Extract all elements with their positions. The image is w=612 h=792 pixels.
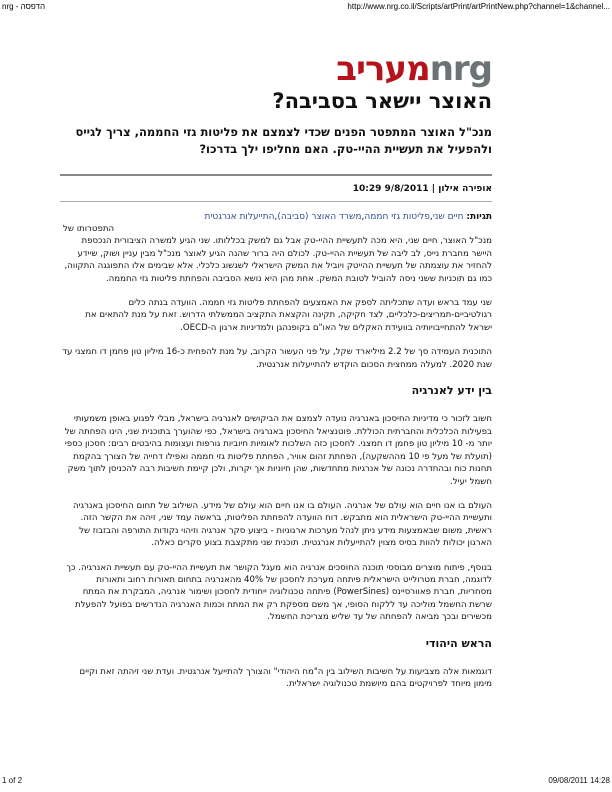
tag-separator: , xyxy=(429,212,433,222)
paragraph: חשוב לזכור כי מדיניות החיסכון באנרגיה נועדה לצמצם את הביקושים לאנרגיה בישראל, מבלי לפגוע באופן משמעותי בפעילות הכלכלית והחברתית הכוללת. פוטנציאל החיסכון באנרגיה בישראל, כפי שהוערך בתוכנית שני, הינו הפחתה של יותר מ- 10 מיליון טון פחמן דו חמצני. לחסכון כזה השלכות לאומיות חיוביות גורפות ועצומות בהיבטים רבים: חסכון כספי (תועלת של מעל פי 10 מההשקעה), הפחתת זהום אוויר, הפחתת פליטות גזי חממה ואפילו דחייה של הצורך בהקמת תחנות כוח ובהחדרה נכונה של אנרגיות מתחדשות, שהן חיוניות אך יקרות, ולכן קיימת חשיבות רבה להכניסן לתוך משק חשמל יעיל. xyxy=(64,414,492,487)
logo-maariv: מעריב xyxy=(336,49,430,89)
tags-row xyxy=(60,211,492,223)
tag-separator: , xyxy=(274,212,278,222)
article-body xyxy=(60,223,492,691)
lead-fragment: התפטרותו של xyxy=(63,224,115,234)
article-subtitle: מנכ"ל האוצר המתפטר הפנים שכדי לצמצם את פליטות גזי החממה, צריך לגייס ולהפעיל את תעשיית ההיי-טק. האם מחליפו ילך בדרכו? xyxy=(75,125,492,156)
print-header xyxy=(2,2,610,14)
byline: אופירה אילון | 9/8/2011 10:29 xyxy=(352,184,492,194)
tag-link[interactable]: חיים שני xyxy=(432,212,464,222)
print-datetime: 09/08/2011 14:28 xyxy=(548,776,610,785)
section-heading: בין ידע לאנרגיה xyxy=(411,384,492,398)
divider xyxy=(60,174,492,176)
tag-link[interactable]: משרד האוצר (סביבה) xyxy=(277,212,362,222)
paragraph: התוכנית העמידה סך של 2.2 מיליארד שקל, על פני העשור הקרוב, על מנת להפחית כ-16 מיליון טון פחמן דו חמצני עד שנת 2020. למעלה ממחצית הסכום הוקדש להתייעלות אנרגטית. xyxy=(62,347,492,370)
logo-nrg: nrg xyxy=(429,49,492,89)
page-count: 1 of 2 xyxy=(2,776,23,785)
tag-link[interactable]: פליטות גזי חממה xyxy=(364,212,430,222)
print-page-title: הדפסה - nrg xyxy=(2,2,46,11)
divider xyxy=(60,201,492,202)
print-footer xyxy=(2,776,610,788)
paragraph: העולם בו אנו חיים הוא עולם של אנרגיה. העולם בו אנו חיים הוא עולם של מידע. השילוב של תחום החיסכון באנרגיה ותעשיית ההיי-טק הישראלית הוא מתבקש. דוח הוועדה להפחתת הפליטות, בראשה עמד שני, זיהה את הקשר הזה. ראשית, משום שבאמצעות מידע ניתן לנהל מערכות ארגוניות - ביצוע סקר אנרגיה וזיהוי נקודות התורפה והבזבוז של הארגון יכולות להוות בסיס מצוין להתייעלות אנרגטית. תוכנית שני מתקצבת בצוע סקרים כאלה. xyxy=(73,500,492,549)
tags-label: תגיות: xyxy=(466,212,492,222)
section-heading: הראש היהודי xyxy=(425,636,492,650)
article-page xyxy=(60,50,492,703)
nrg-maariv-logo xyxy=(60,50,492,88)
print-url: http://www.nrg.co.il/Scripts/artPrint/artPrintNew.php?channel=1&channel... xyxy=(347,2,610,11)
paragraph: בנוסף, פיתוח מוצרים מבוססי תוכנה החוסכים אנרגיה הוא מעגל הקושר את תעשיית ההיי-טק עם תעשיית האנרגיה. כך לדוגמה, חברת מטרולייט הישראלית פיתחה מערכת לחסכון של 40% מהאנרגיה בתחום תאורות רחוב ותאורות מסחריות, חברת פאוורסיינס (PowerSines) פיתחה טכנולוגיה ייחודית לחסכון ושימור אנרגיה, המבקרת את המתח שרשת החשמל מוליכה עד ללקוח הסופי, אך משם מספקת רק את המתח וכמות האנרגיה הנדרשים בפועל להפעלת מכשירים ובכך מביאה להפחתה של עד שליש מצריכת החשמל. xyxy=(66,562,492,623)
tag-separator: , xyxy=(361,212,365,222)
tag-link[interactable]: התייעלות אנרגטית xyxy=(204,212,275,222)
paragraph: מנכ"ל האוצר, חיים שני, היא מכה לתעשיית ההיי-טק אבל גם למשק בכללותו. שני הגיע למשרה הציבורית הנכספת היישר מחברת נייס, לב ליבה של תעשיית ההיי-טק. לכולם היה ברור שהנה הגיע לאוצר מנכ"ל מבין עניין ושוק, שיידע להחזיר את עוצמתה של תעשיית ההייטק ויוביל את המשק הישראלי לשגשוג כלכלי. אלא שבימים אלו התפוגגה התקווה, כמו גם תוכניות ששני ניסה להוביל לטובת המשק. אחת מהן היא נושא הסביבה והפחתת פליטות גזי החממה. xyxy=(64,236,492,284)
paragraph: שני עמד בראש ועדה שתכליתה לספק את האמצעים להפחתת פליטות גזי חממה. הוועדה בנתה כלים רגולטיביים-תמריצים-כלכליים, לצד חקיקה, תקינה והקצאת התקציב הממשלתי הדרוש. זאת על מנת להתאים את ישראל להתחייבויותיה בוועידת האקלים של האו"ם בקופנהגן ולמדיניות ארגון ה-OECD. xyxy=(85,298,492,333)
paragraph: דוגמאות אלה מצביעות על חשיבות השילוב בין ה"מח היהודי" והצורך להתייעל אנרגטית. ועדת שני זיהתה זאת וקיים מימון מיוחד לפרויקטים בהם מיושמת טכנולוגיה ישראלית. xyxy=(79,666,492,690)
article-title: האוצר יישאר בסביבה? xyxy=(272,89,492,113)
